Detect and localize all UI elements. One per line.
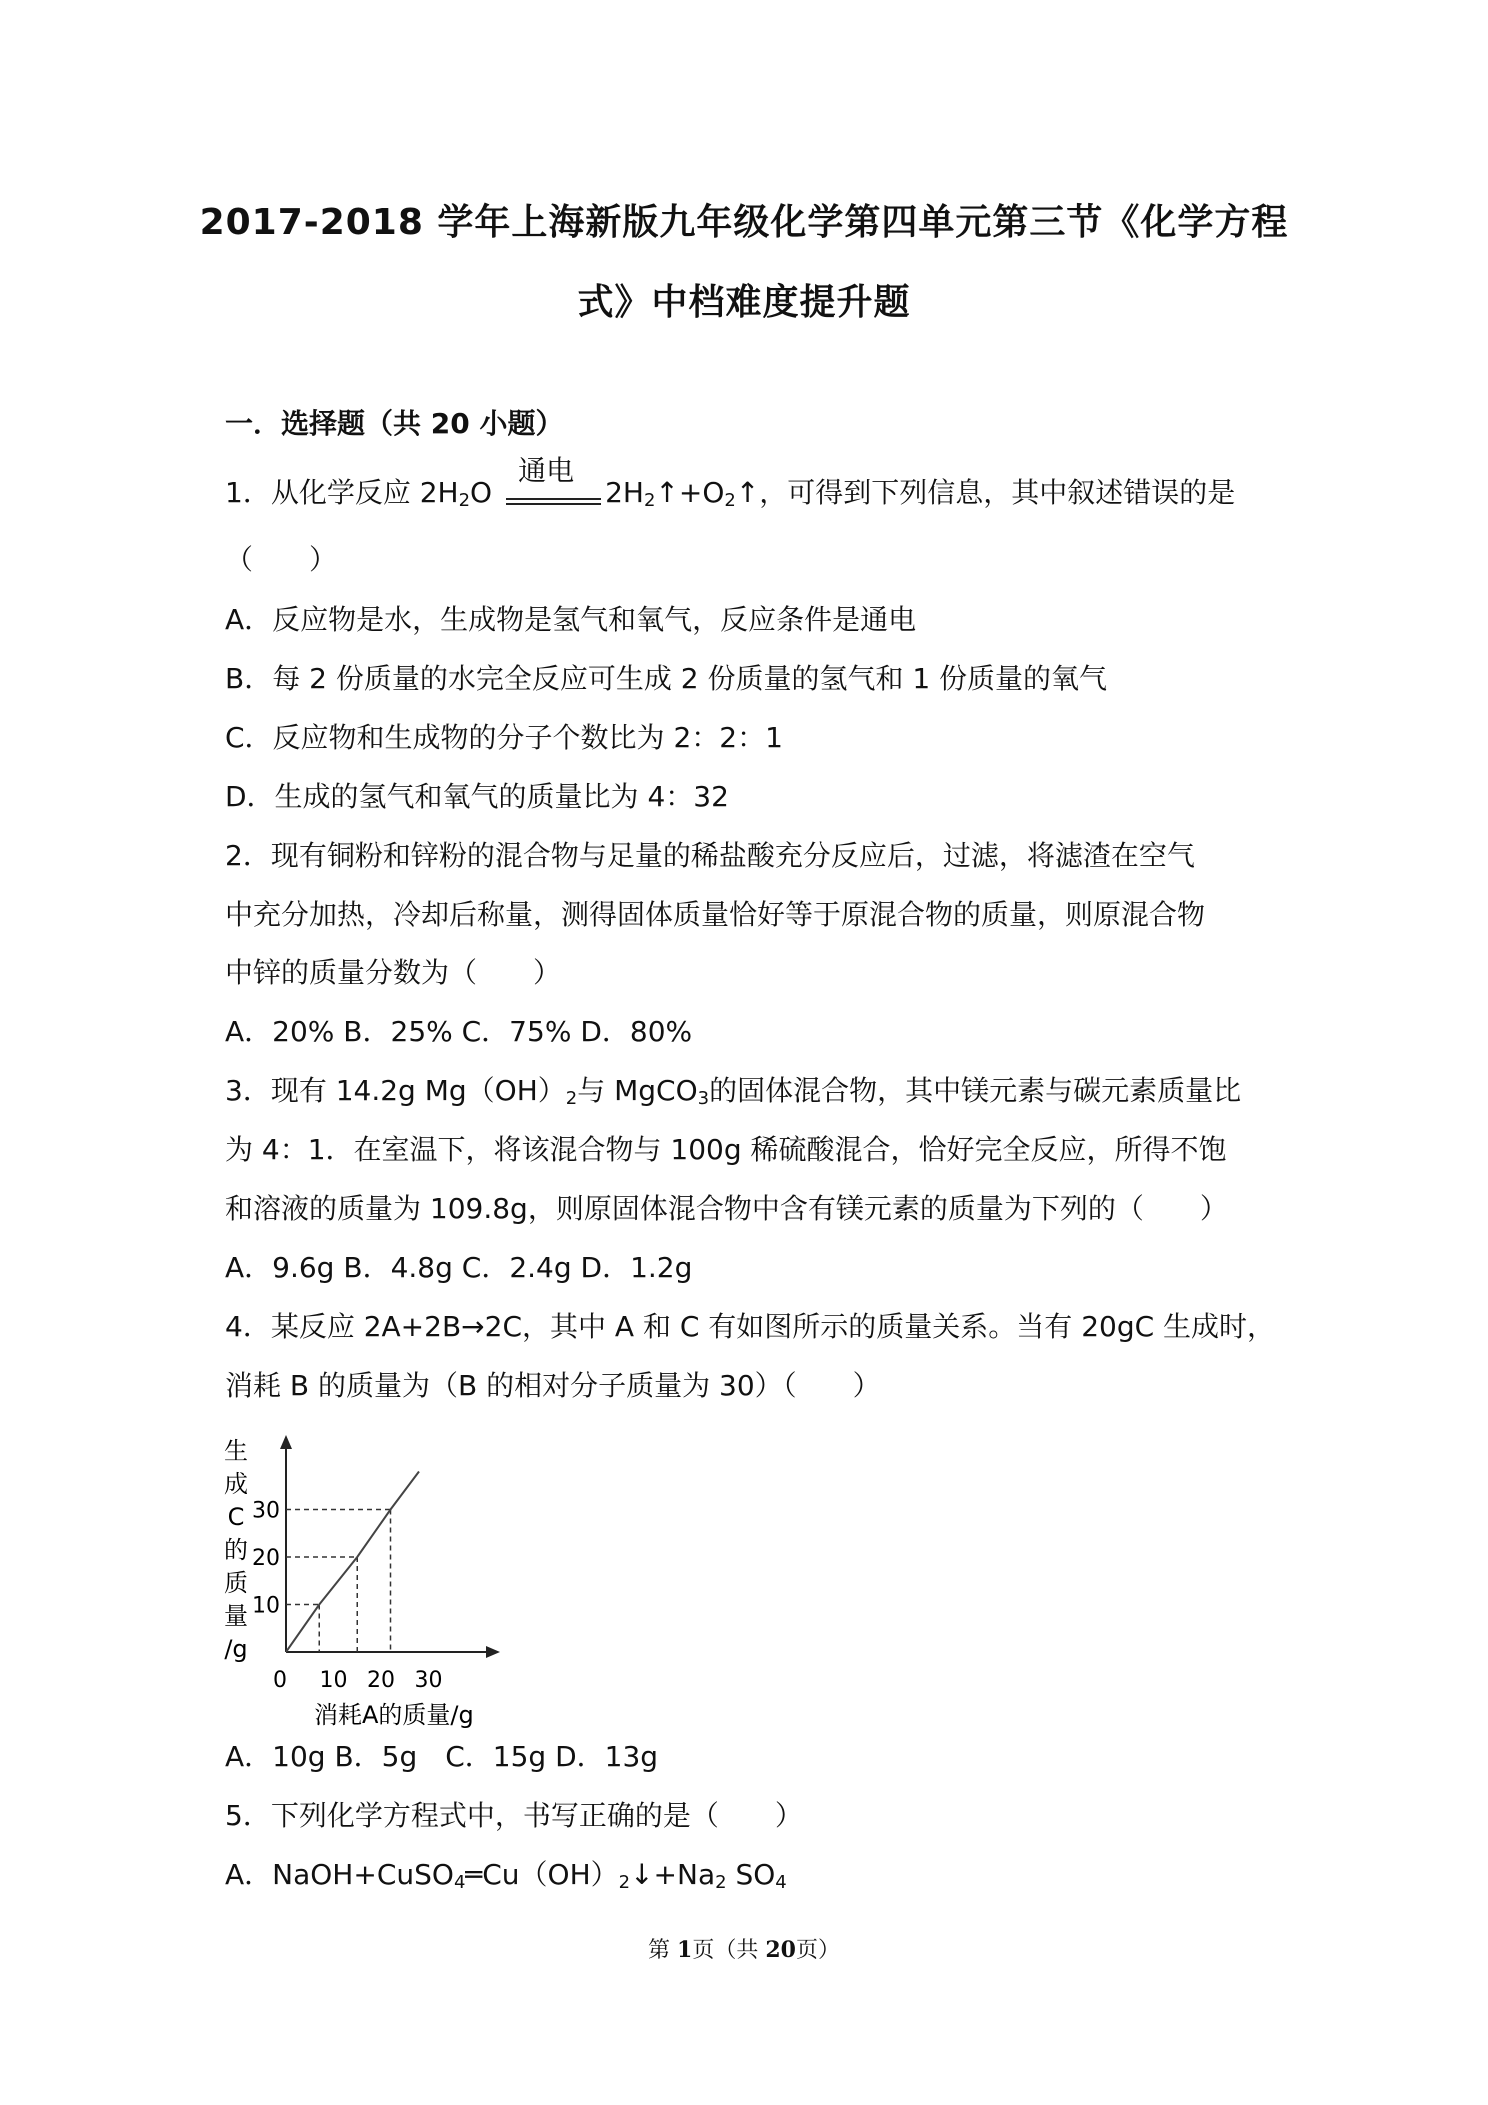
question-5-option-a: A．$NaOH+CuSO_4═Cu(OH)_2↓+Na_2$ $SO_4$ bbox=[225, 1858, 787, 1893]
question-4-line2: 消耗 B 的质量为（B 的相对分子质量为 30）（ ） bbox=[225, 1369, 881, 1402]
question-1-option-d: D．生成的氢气和氧气的质量比为 4：32 bbox=[225, 780, 729, 813]
question-3-line1: 3．现有 14.2g $Mg(OH)_2$与 MgCO$_3$的固体混合物，其中镁元素与碳元素质量比 bbox=[225, 1074, 1242, 1109]
question-4-line1: 4．某反应 2A+2B→2C，其中 A 和 C 有如图所示的质量关系。当有 20gC 生成时， bbox=[225, 1310, 1276, 1343]
series-polyline bbox=[286, 1472, 419, 1653]
question-1-stem: 1．从化学反应 $2H_2O$ 通电 $2H_2↑+O_2↑$，可得到下列信息，其中叙述错误的是 bbox=[225, 454, 1236, 511]
series-line bbox=[286, 1472, 419, 1653]
section-heading: 一．选择题（共 20 小题） bbox=[225, 407, 564, 440]
y-tick-label: 30 bbox=[252, 1498, 280, 1524]
question-3-line3: 和溶液的质量为 109.8g，则原固体混合物中含有镁元素的质量为下列的（ ） bbox=[225, 1192, 1228, 1225]
question-2-line3: 中锌的质量分数为（ ） bbox=[225, 956, 562, 989]
y-tick-label: 20 bbox=[252, 1546, 280, 1571]
y-tick-label: 10 bbox=[252, 1593, 280, 1619]
question-1-option-a: A．反应物是水，生成物是氢气和氧气，反应条件是通电 bbox=[225, 603, 917, 636]
y-axis-label bbox=[224, 1437, 248, 1663]
question-5-line1: 5．下列化学方程式中，书写正确的是（ ） bbox=[225, 1799, 803, 1832]
y-label-char: 的 bbox=[224, 1536, 248, 1564]
x-axis-arrow bbox=[486, 1646, 500, 1658]
question-1-option-b: B．每 2 份质量的水完全反应可生成 2 份质量的氢气和 1 份质量的氧气 bbox=[225, 662, 1108, 695]
x-tick-label: 10 bbox=[319, 1668, 348, 1693]
origin-label: 0 bbox=[273, 1668, 287, 1693]
document-title-line2: 式》中档难度提升题 bbox=[577, 282, 911, 323]
question-2-line2: 中充分加热，冷却后称量，测得固体质量恰好等于原混合物的质量，则原混合物 bbox=[225, 898, 1206, 931]
question-3-line2: 为 4：1．在室温下，将该混合物与 100g 稀硫酸混合，恰好完全反应，所得不饱 bbox=[225, 1133, 1227, 1166]
question-2-line1: 2．现有铜粉和锌粉的混合物与足量的稀盐酸充分反应后，过滤，将滤渣在空气 bbox=[225, 839, 1195, 872]
y-label-char: C bbox=[227, 1503, 245, 1531]
question-3-options: A．9.6g B．4.8g C．2.4g D．1.2g bbox=[225, 1251, 693, 1284]
page-footer: 第 1页（共 20页） bbox=[648, 1937, 840, 1963]
y-label-char: /g bbox=[224, 1635, 248, 1663]
x-axis-label: 消耗A的质量/g bbox=[314, 1701, 474, 1729]
question-1-option-c: C．反应物和生成物的分子个数比为 2：2：1 bbox=[225, 721, 783, 754]
y-axis-arrow bbox=[280, 1435, 292, 1449]
question-2-options: A．20% B．25% C．75% D．80% bbox=[225, 1015, 693, 1048]
y-label-char: 生 bbox=[224, 1437, 248, 1465]
y-tick-labels bbox=[252, 1499, 280, 1619]
x-tick-labels bbox=[320, 1668, 443, 1693]
y-label-char: 量 bbox=[224, 1602, 248, 1630]
y-label-char: 成 bbox=[224, 1470, 248, 1498]
y-label-char: 质 bbox=[224, 1569, 248, 1597]
document-title-line1: 2017-2018 学年上海新版九年级化学第四单元第三节《化学方程 bbox=[199, 202, 1289, 243]
question-4-options: A．10g B．5g C．15g D．13g bbox=[225, 1740, 659, 1773]
reaction-condition: 通电 bbox=[506, 473, 601, 513]
x-tick-label: 30 bbox=[414, 1668, 443, 1693]
question-1-blank: （ ） bbox=[225, 543, 338, 576]
x-tick-label: 20 bbox=[367, 1668, 395, 1693]
mass-relation-chart bbox=[220, 1425, 520, 1730]
